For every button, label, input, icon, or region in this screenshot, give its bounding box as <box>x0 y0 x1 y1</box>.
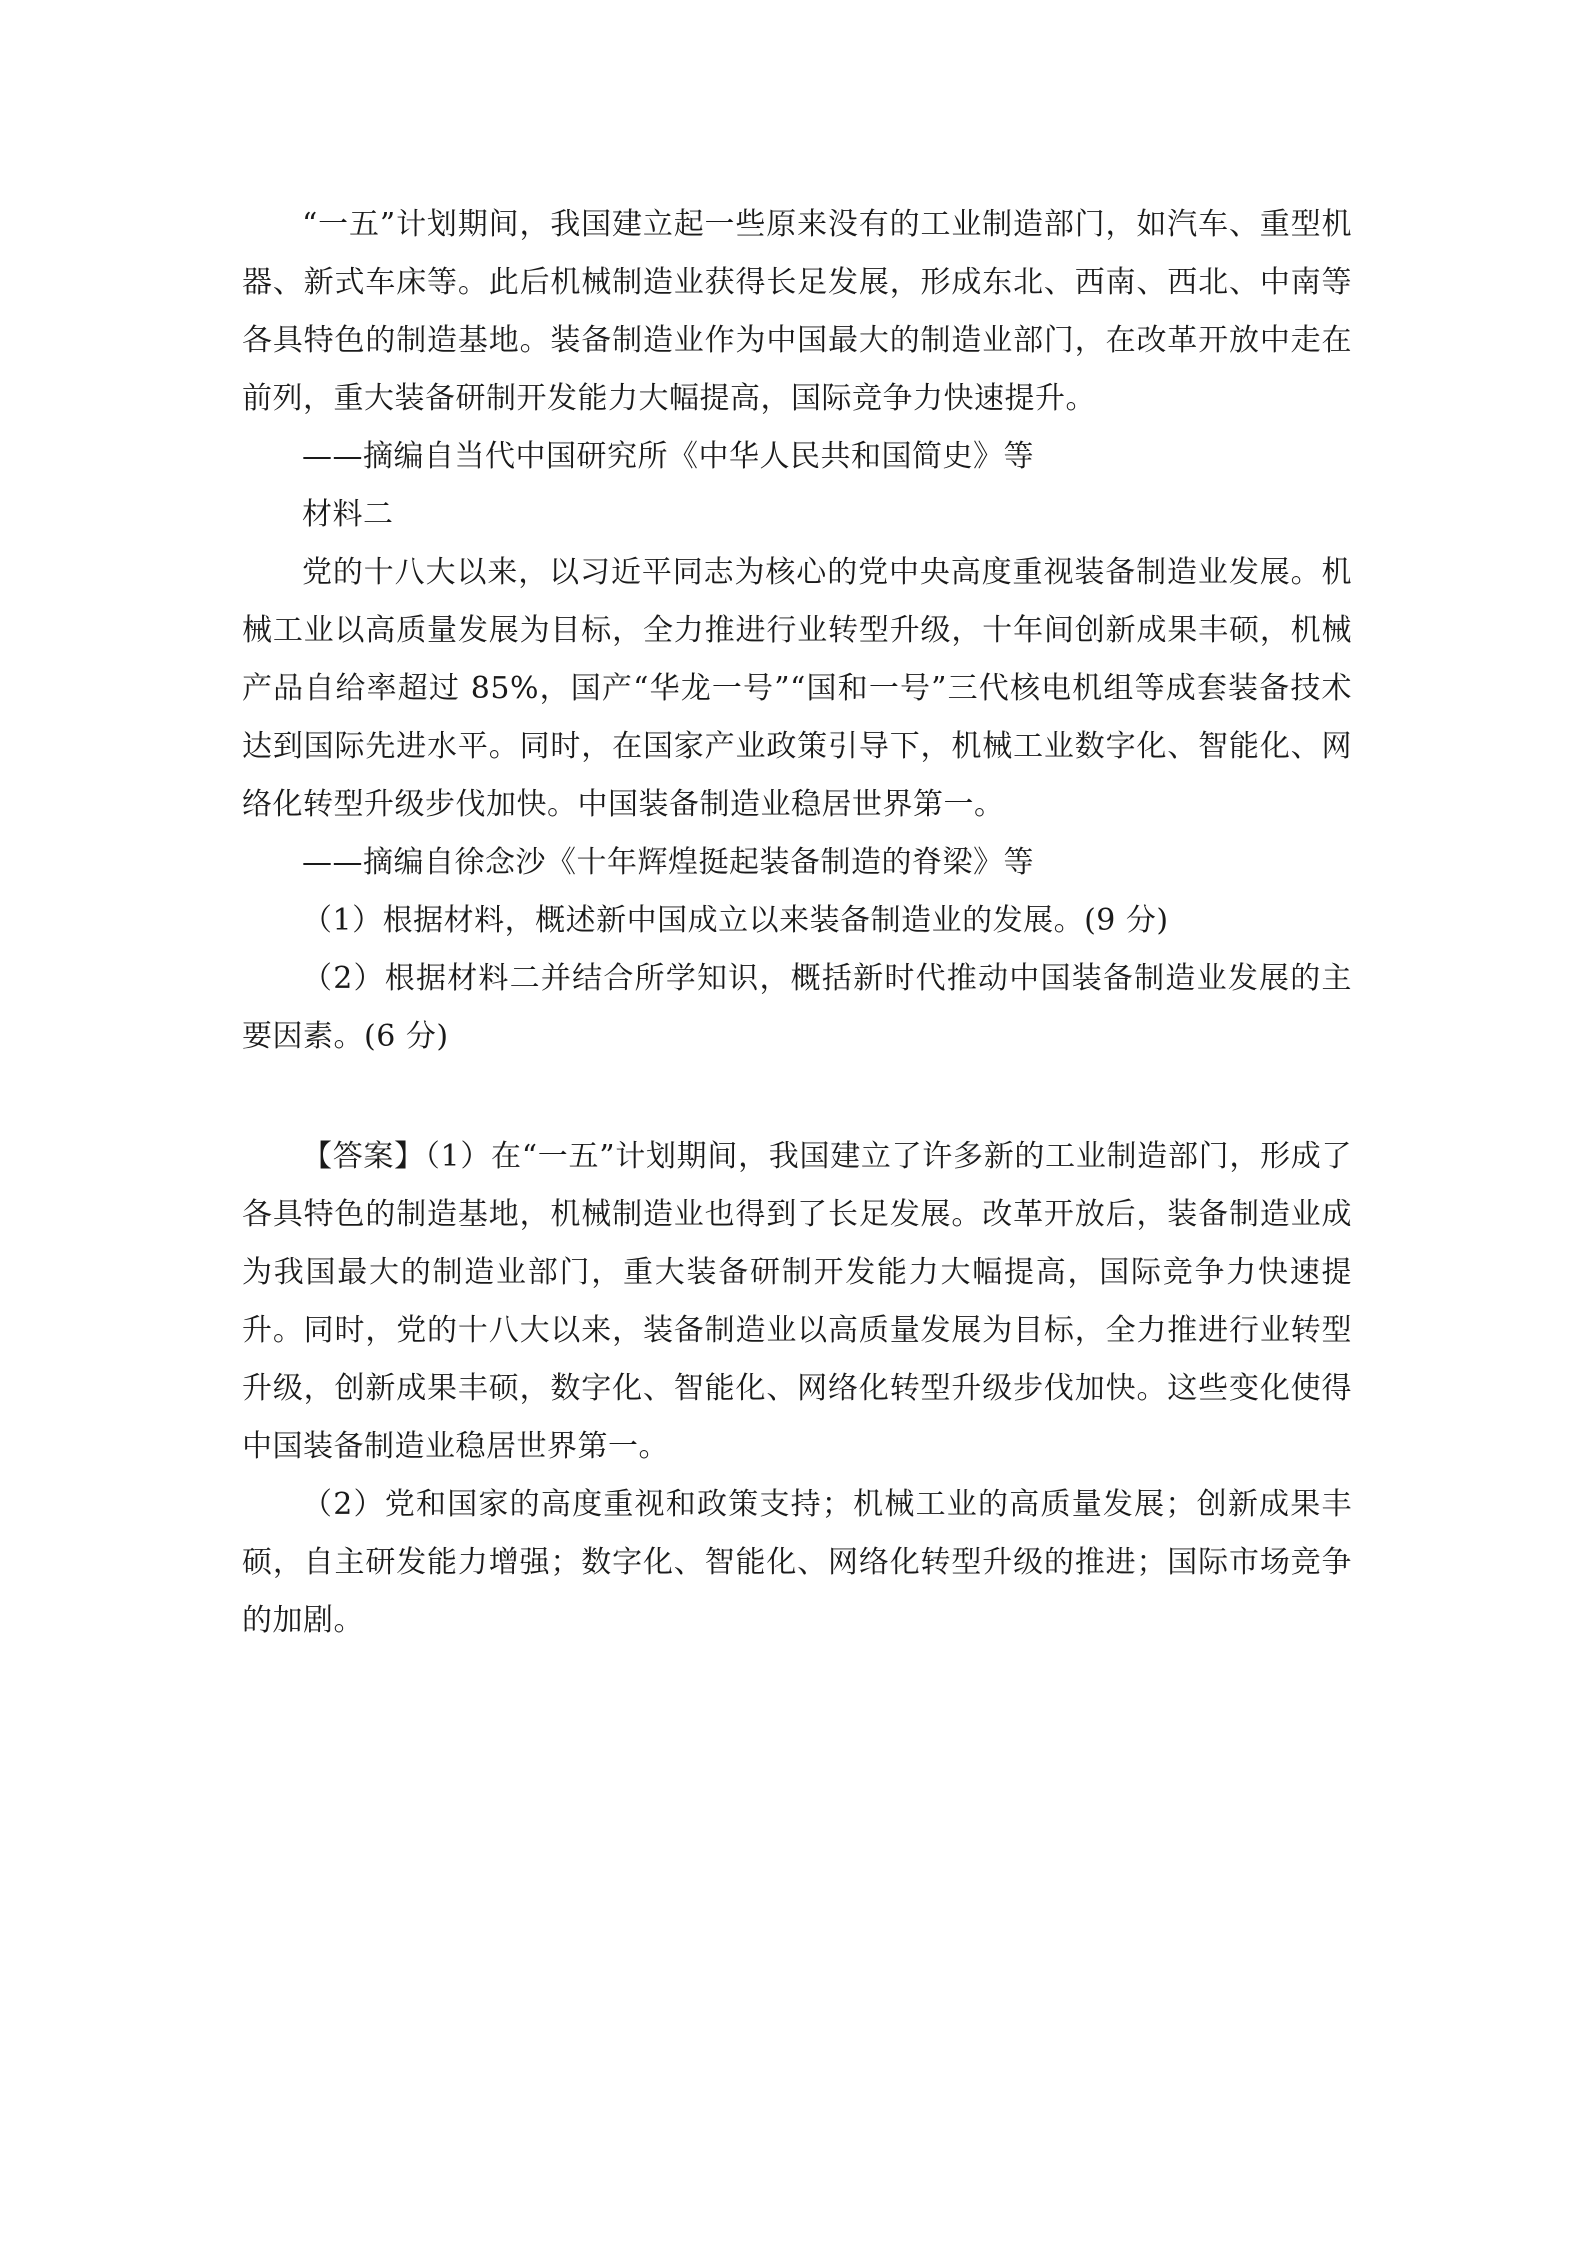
section-spacer <box>242 1066 1352 1128</box>
material-one-source: ——摘编自当代中国研究所《中华人民共和国简史》等 <box>302 439 1034 474</box>
material-two-source: ——摘编自徐念沙《十年辉煌挺起装备制造的脊梁》等 <box>302 845 1034 880</box>
material-two-paragraph: 党的十八大以来，以习近平同志为核心的党中央高度重视装备制造业发展。机械工业以高质量发展为目标，全力推进行业转型升级，十年间创新成果丰硕，机械产品自给率超过 85%，国产“华龙一号”“国和一号”三代核电机组等成套装备技术达到国际先进水平。同时，在国家产业政策引导下，机械工业数字化、智能化、网络化转型升级步伐加快。中国装备制造业稳居世界第一。 <box>242 555 1352 822</box>
question-2: （2）根据材料二并结合所学知识，概括新时代推动中国装备制造业发展的主要因素。(6 分) <box>242 961 1352 1054</box>
answer-part-2: （2）党和国家的高度重视和政策支持；机械工业的高质量发展；创新成果丰硕，自主研发能力增强；数字化、智能化、网络化转型升级的推进；国际市场竞争的加剧。 <box>242 1487 1352 1638</box>
material-two-heading: 材料二 <box>302 497 394 532</box>
answer-part-1: 【答案】（1）在“一五”计划期间，我国建立了许多新的工业制造部门，形成了各具特色的制造基地，机械制造业也得到了长足发展。改革开放后，装备制造业成为我国最大的制造业部门，重大装备研制开发能力大幅提高，国际竞争力快速提升。同时，党的十八大以来，装备制造业以高质量发展为目标，全力推进行业转型升级，创新成果丰硕，数字化、智能化、网络化转型升级步伐加快。这些变化使得中国装备制造业稳居世界第一。 <box>242 1139 1352 1464</box>
question-1: （1）根据材料，概述新中国成立以来装备制造业的发展。(9 分) <box>302 903 1169 938</box>
document-page <box>242 196 1352 1650</box>
material-one-paragraph: “一五”计划期间，我国建立起一些原来没有的工业制造部门，如汽车、重型机器、新式车床等。此后机械制造业获得长足发展，形成东北、西南、西北、中南等各具特色的制造基地。装备制造业作为中国最大的制造业部门，在改革开放中走在前列，重大装备研制开发能力大幅提高，国际竞争力快速提升。 <box>242 207 1352 416</box>
